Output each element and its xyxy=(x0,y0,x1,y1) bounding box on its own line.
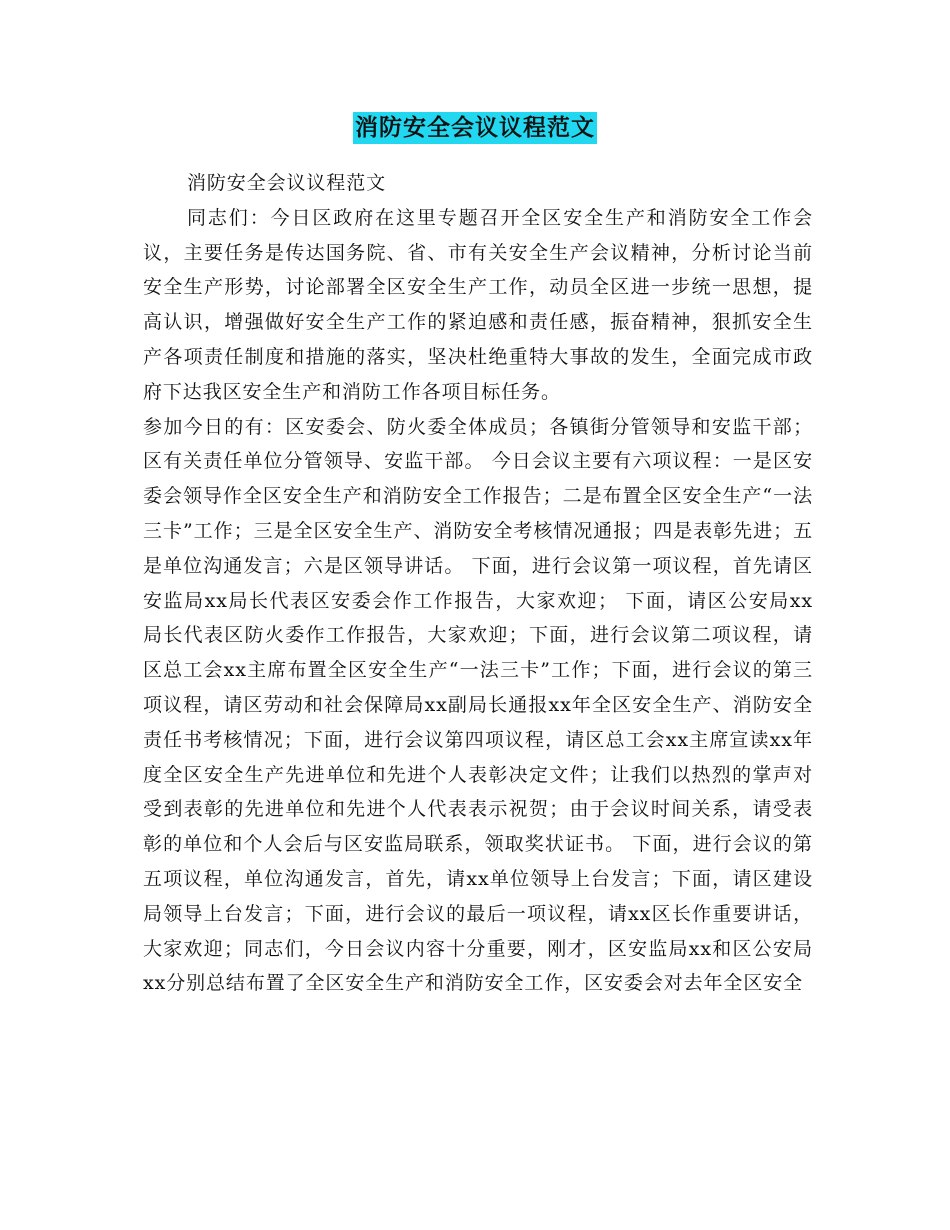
title-container xyxy=(0,112,950,144)
document-title: 消防安全会议议程范文 xyxy=(353,112,597,144)
document-subtitle: 消防安全会议议程范文 xyxy=(187,172,387,194)
document-body xyxy=(143,166,813,1001)
paragraph-2: 参加今日的有：区安委会、防火委全体成员；各镇街分管领导和安监干部；区有关责任单位分管领导、安监干部。 今日会议主要有六项议程：一是区安委会领导作全区安全生产和消防安全工作报告；二是布置全区安全生产“一法三卡”工作；三是全区安全生产、消防安全考核情况通报；四是表彰先进；五是单位沟通发言；六是区领导讲话。 下面，进行会议第一项议程，首先请区安监局xx局长代表区安委会作工作报告，大家欢迎； 下面，请区公安局xx局长代表区防火委作工作报告，大家欢迎；下面，进行会议第二项议程，请区总工会xx主席布置全区安全生产“一法三卡”工作；下面，进行会议的第三项议程，请区劳动和社会保障局xx副局长通报xx年全区安全生产、消防安全责任书考核情况；下面，进行会议第四项议程，请区总工会xx主席宣读xx年度全区安全生产先进单位和先进个人表彰决定文件；让我们以热烈的掌声对受到表彰的先进单位和先进个人代表表示祝贺；由于会议时间关系，请受表彰的单位和个人会后与区安监局联系，领取奖状证书。 下面，进行会议的第五项议程，单位沟通发言，首先，请xx单位领导上台发言；下面，请区建设局领导上台发言；下面，进行会议的最后一项议程，请xx区长作重要讲话，大家欢迎；同志们，今日会议内容十分重要，刚才，区安监局xx和区公安局xx分别总结布置了全区安全生产和消防安全工作，区安委会对去年全区安全 xyxy=(143,415,813,995)
paragraph-1: 同志们：今日区政府在这里专题召开全区安全生产和消防安全工作会议，主要任务是传达国务院、省、市有关安全生产会议精神，分析讨论当前安全生产形势，讨论部署全区安全生产工作，动员全区进一步统一思想，提高认识，增强做好安全生产工作的紧迫感和责任感，振奋精神，狠抓安全生产各项责任制度和措施的落实，坚决杜绝重特大事故的发生，全面完成市政府下达我区安全生产和消防工作各项目标任务。 xyxy=(143,206,813,403)
